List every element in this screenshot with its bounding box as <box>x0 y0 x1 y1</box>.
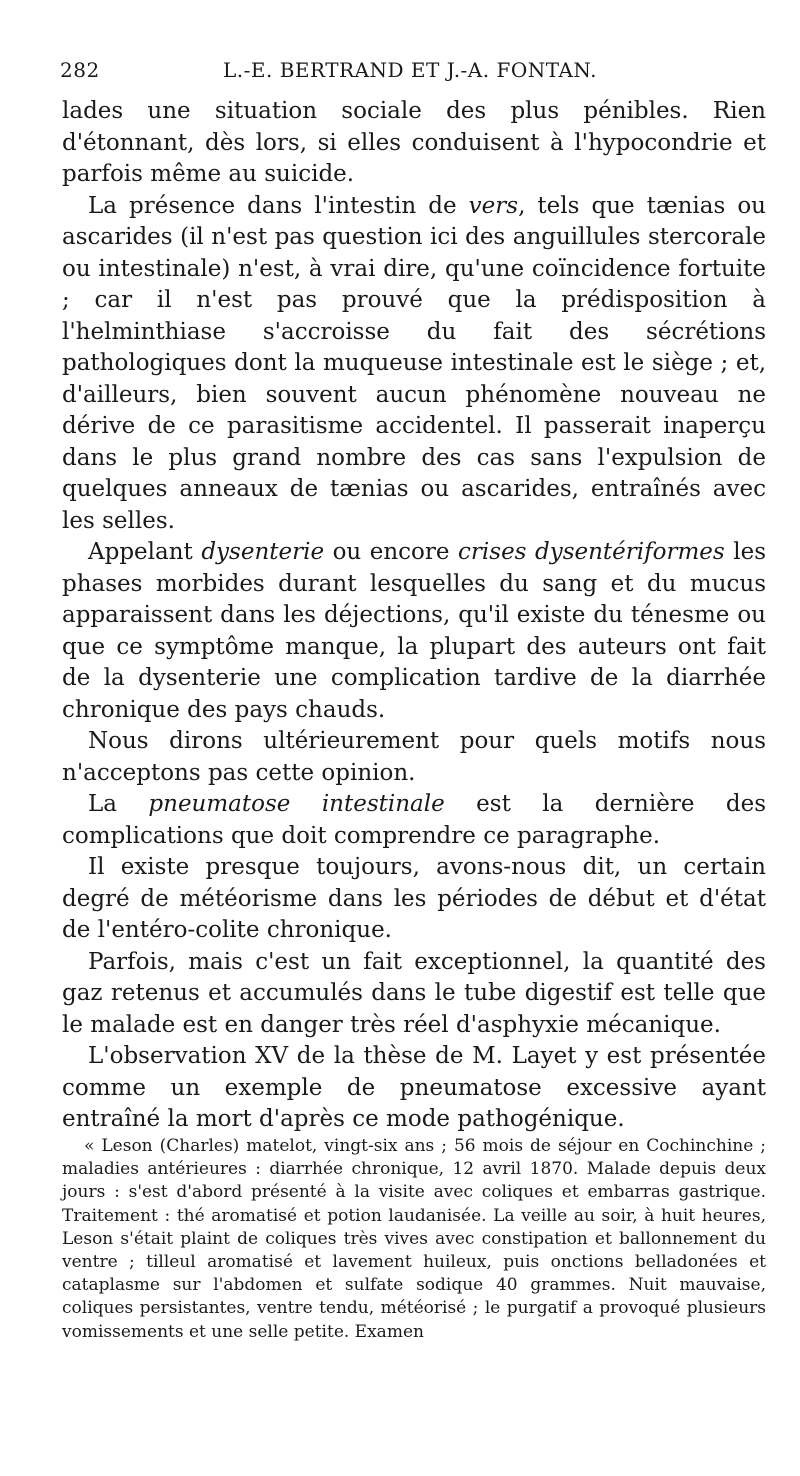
text-run: L'observation XV de la thèse de M. Layet y est présentée comme un exemple de pneumatose excessive ayant entraîné la mort d'après ce mode pathogénique. <box>62 1043 766 1132</box>
running-header <box>60 58 760 88</box>
text-run: , tels que tænias ou ascarides (il n'est pas question ici des anguillules stercorale ou intestinale) n'est, à vrai dire, qu'une coïncidence fortuite ; car il n'est pas prouvé que la prédisposition à l'helminthiase s'accroisse du fait des sécrétions pathologiques dont la muqueuse intestinale est le siège ; et, d'ailleurs, bien souvent aucun phénomène nouveau ne dérive de ce parasitisme accidentel. Il passerait inaperçu dans le plus grand nombre des cas sans l'expulsion de quelques anneaux de tænias ou ascarides, entraînés avec les selles. <box>62 192 766 534</box>
italic-term: pneumatose intestinale <box>148 791 445 817</box>
italic-term: vers <box>468 192 519 219</box>
paragraph <box>62 852 766 947</box>
main-text <box>62 96 766 1136</box>
italic-term: crises dysentériformes <box>458 539 725 565</box>
paragraph <box>62 726 766 789</box>
text-run: La présence dans l'intestin de <box>88 192 469 219</box>
running-title: L.-E. BERTRAND ET J.-A. FONTAN. <box>222 58 598 82</box>
text-run: Appelant <box>88 539 202 565</box>
text-run: La <box>88 791 149 817</box>
text-run: lades une situation sociale des plus pénibles. Rien d'étonnant, dès lors, si elles conduisent à l'hypocondrie et parfois même au suicide. <box>62 98 766 187</box>
text-run: Nous dirons ultérieurement pour quels motifs nous n'acceptons pas cette opinion. <box>62 728 766 786</box>
text-run: Parfois, mais c'est un fait exceptionnel, la quantité des gaz retenus et accumulés dans le tube digestif est telle que le malade est en danger très réel d'asphyxie mécanique. <box>62 948 766 1038</box>
italic-term: dysenterie <box>201 539 325 565</box>
footnote-text: « Leson (Charles) matelot, vingt-six ans ; 56 mois de séjour en Cochinchine ; maladies antérieures : diarrhée chronique, 12 avril 1870. Malade depuis deux jours : s'est d'abord présenté à la visite avec coliques et embarras gastrique. Traitement : thé aromatisé et potion laudanisée. La veille au soir, à huit heures, Leson s'était plaint de coliques très vives avec constipation et ballonnement du ventre ; tilleul aromatisé et lavement huileux, puis onctions belladonées et cataplasme sur l'abdomen et sulfate sodique 40 grammes. Nuit mauvaise, coliques persistantes, ventre tendu, météorisé ; le purgatif a provoqué plusieurs vomissements et une selle petite. Examen <box>62 1136 766 1342</box>
footnote-block <box>62 1135 766 1344</box>
paragraph <box>62 191 766 538</box>
paragraph <box>62 947 766 1042</box>
text-run: Il existe presque toujours, avons-nous dit, un certain degré de météorisme dans les périodes de début et d'état de l'entéro-colite chronique. <box>62 854 766 943</box>
text-run: ou encore <box>324 539 459 565</box>
page-number: 282 <box>60 58 100 82</box>
paragraph <box>62 96 766 191</box>
paragraph <box>62 789 766 852</box>
text-run: les phases morbides durant lesquelles du sang et du mucus apparaissent dans les déjections, qu'il existe du ténesme ou que ce symptôme manque, la plupart des auteurs ont fait de la dysenterie une complication tardive de la diarrhée chronique des pays chauds. <box>62 539 766 723</box>
paragraph <box>62 1041 766 1136</box>
text-run: est la dernière des complications que doit comprendre ce paragraphe. <box>62 791 766 849</box>
paragraph <box>62 537 766 726</box>
